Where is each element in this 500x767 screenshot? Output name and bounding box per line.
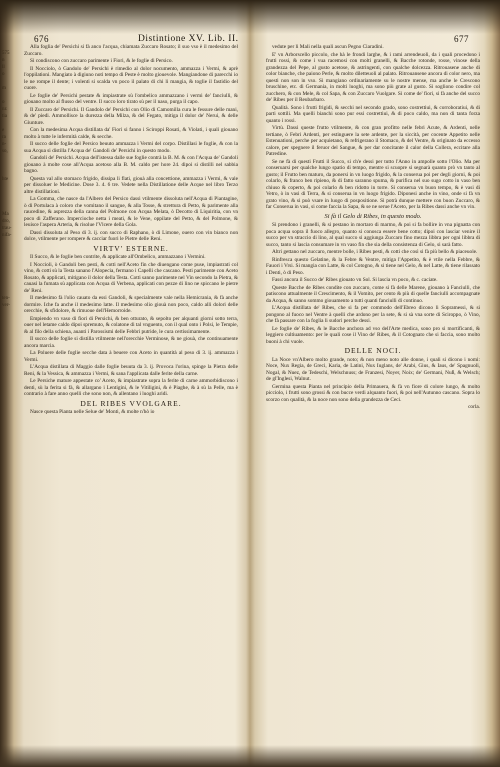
edge-fragment: nz — [2, 107, 7, 112]
left-paragraphs-2 — [24, 254, 238, 398]
paragraph: vedute per li Mali nella quali ascun Pegno Ciaradini. — [272, 44, 384, 50]
paragraph: Le Persiche mature appestate co' Aceto, & impiastrate sopra la ferite di carne ammorbidiscono i denti, sù la ferita si fà, & allargano i Lentigini, & le Vitiligini, & è Piaghe, & à sù la Pelle, ma è contrario à fare anno quelli che sono non, & allentano i luoghi aridi. — [24, 378, 238, 397]
edge-fragment: dro, — [2, 219, 10, 224]
paragraph: Rinfresca questo Gelatine, & la Febre & Ventre, mitiga l'Appetito, & è vtile nella Febbre, & Fauori i Vrsi. Si mangia con Latte, & col Cotogno, & si tiene nel Gelo, & nel Latte, & tiene rilassato i Denti, ò di Peso. — [266, 256, 480, 276]
edge-fragment — [2, 274, 18, 281]
paragraph: Il medesimo fà l'olio cauato da essi Gandoli, & specialmente vale nella Hemicrania, & fà anche dormire. Iche fa anche il medesimo latte. Il medesimo olio giouà non poco, caldo alli dolori delle orecchie, & sfidolore, & rimuoue dell'Hemorroide. — [24, 295, 238, 314]
paragraph: Empiendo vn vaso di fiori di Persichi, & ben otturato, & sepolto per alquanti giorni sotto terra, ouer nel letame caldo dipoi spremuto, & colatone di tal vnguento, con il qual onto i Polsi, le Tempie, & al filo della schiena, auanti i Parossismi delle Febbri putride, le cura certissimamente. — [24, 315, 238, 335]
paragraph: Dassi dissoluta al Peso di 3. ij. con succo di Raphano, ò di Limone, ouero con vin bianco non dolce, vtilmente per rompere & cacciar fuori le Pietre delle Reni. — [24, 229, 238, 242]
paragraph: Gandoli de' Persichi. Acqua dell'istessa dalle sue foglie contrà la B. M. & con l'Acqua de' Gandoli giouano à molte cose all'Acqua acetoso alla B. M. caldo per hore 24. dipoi si distilli nel sabbia bagno. — [24, 155, 238, 174]
paragraph: E' vn Arborscello piccolo, che hà le frondi larghe, & i rami arrendeuoli, da i quali procedono i frutti rossi, & come i vua racemosi con molti granelli, & Bacche rotonde, rosse, vinose della grandezza del Pepe, al gusto acetose, & astringenti, con qualche dolcezza. Ritrouasene anche di color bianche, che paiono Perle, & molto diletteuoli al palato. Ritrouansene ancora di color nero, ma questi non son in vso. Si mangiano ordinariamente su le nostre mense, ma anche le Crescono bruschine, etc. di Germania, in molti luoghi, ma sono più grate al gusto. Si sogliono condire col zucchero, & con Mele, & col Sapa, & con Zuccaro Vuolgare. Si come de' fiori, si fà anche del succo de' Ribes per il Reubarbaro. — [266, 51, 480, 103]
edge-fragment — [2, 92, 18, 99]
paragraph: Si prendono i granelli, & si pestano in mortaro di marmo, & poi si fa bollire in vna pignatta con poca acqua sopra il fuoco allegro, quanto si conosca essere bene cotto; dipoi con lasciar venire il succo per vn straccio di lino, al qual succo si aggiunga Zuccaro fino mezza libbra per ogni libbra di succo, tanto si lascia consumare in vn vaso fin che sia della consistenza di Gelo, si sarà fatto. — [266, 222, 480, 248]
edge-fragment: so, — [2, 149, 8, 154]
paragraph: Il Succo, & le foglie ben contrite, & applicate all'Ombelico, ammazzano i Vermini. — [30, 254, 206, 260]
paragraph: L'Acqua distillata di Maggio dalle foglie beuuta da 3. ij. Provoca l'orina, spinge la Pietra delle Reni, & la Vessica, & ammazza i Vermi, & sana l'applicata dalle ferite della carne. — [24, 364, 238, 377]
edge-fragment: 575 — [2, 51, 10, 56]
edge-fragment — [2, 162, 18, 169]
paragraph: Fassi ancora il Succo de' Ribes giouato vn Sol. Si lascia vn poco, & c. caciate. — [272, 277, 438, 283]
edge-fragment: ten- — [2, 296, 10, 301]
paragraph: Questa val allo stomaco frigido, dissipa li flati, giouà alla concettione, ammazza i Vermi, & vale per dissoluer le Medicine. Dose 3. 4. 6 tre. Vedete nella Distillatione delle Acque nel libro Terzo altre distillationi. — [24, 175, 238, 195]
edge-fragment: o — [2, 72, 5, 77]
edge-fragment: o — [2, 100, 5, 105]
paragraph: Il Nocciolo, ò Gandolo de' Persichi è rimedio al dolor nocumento, ammazza i Vermi, & aprè l'oppilationi. Mangiato à digiuno noti tempo di Peste è molto giouevole. Mangiandone di parecchi io le ne rompe il dente; i volenti si scalda vn poco il palato di chi li mangia, & toglie il fastidio del cuore. — [24, 65, 238, 91]
edge-fragment: ver- — [2, 303, 10, 308]
section-gelo-ribes: Si fà il Gelo di Ribes, in questo modo. — [324, 212, 422, 220]
catchword: corla. — [468, 404, 480, 410]
edge-fragment: n — [2, 58, 5, 63]
edge-fragment: n- — [2, 142, 7, 147]
edge-fragment — [2, 246, 18, 253]
paragraph: Le foglie de' Ribes, & le Bacche anchora ad vso dell'Arte medica, sono pro si mortificanti, & leggiero cultiuamento: per le quali cose il Vino de' Ribes, & il Cotognato che si faccia, sono molto buoni à chi vuole. — [266, 325, 480, 345]
edge-fragment: hte — [2, 177, 9, 182]
paragraph: L'Acqua distillata de' Ribes, che si fa per commodo dell'Ebreo dicono li Sopramessi, & si pongono al fuoco nel Ventre à quelli che ardono per la sete, & si sà vna sorte di Sciroppo, ò Vino, che fà passare con la foglia li sudori perche dessi. — [266, 305, 480, 324]
paragraph: La Poluere delle foglie secche data à beuere con Aceto in quantità al peso di 3. ij. ammazza i Vermi. — [24, 350, 238, 363]
paragraph: Il succo delle foglie si distilla vtilmente nell'orecchie Verminose, & ne giouà, che continuamente ancora marcia. — [24, 336, 238, 349]
edge-fragment: nifa- — [2, 233, 12, 238]
section-ribes-vulgare: DEL RIBES VVOLGARE. — [80, 398, 182, 408]
edge-fragment — [2, 120, 18, 127]
bottom-shadow — [0, 745, 500, 767]
edge-fragment: m — [2, 86, 6, 91]
left-paragraphs — [24, 44, 238, 243]
edge-fragment — [2, 260, 18, 267]
right-column — [266, 44, 480, 412]
right-paragraphs — [266, 44, 480, 211]
edge-fragment: Ma — [2, 212, 9, 217]
paragraph: Queste Bacche de Ribes condite con zuccaro, come si fà delle Marene, giouano à Fanciulli, che patiscono attualmente il Crescimento, & il Vomito, per cento & più di quelle fanciulli accompagnate da Acqua, & sanno sommo giouamento a tutti quanti fanciulli di continuo. — [266, 284, 480, 304]
paragraph: Le foglie de' Persichi pestate & impiastrate sù l'ombelico ammazzano i vermi de' fanciulli, & giouano molto al flusso del ventre. Il succo loro tirato sù per il naso, purga il capo. — [24, 92, 238, 105]
edge-fragment — [2, 183, 18, 190]
paragraph: Qualità. Sono i frutti frigidi, & secchi nel secondo grado, sono costrettiui, & corroboratiui, & di parti sottili. Ma quelli bianchi sono pur essi costrettiui, & di poco caldo, ma non di tanta forza quanto i rossi. — [266, 104, 480, 124]
edge-fragment — [2, 190, 18, 197]
edge-fragment — [2, 78, 18, 85]
edge-fragment — [2, 288, 18, 295]
left-page-number: 676 — [34, 34, 49, 44]
paragraph: Se ne fà di questi Frutti il Succo, si ch'e dessi per tutto l'Anno in ampolle sotto l'Olio. Ma per conseruarsi per qualche lungo spatio di tempo, mentre si scuopre si segnarà quanto prò vn tanto al gusto; il Frutto ben maturo, da ponersi in vn luogo frigido, & la conserua poi per degli giorni, & poi colarlo, & franco ben ripieno, & di fatto saranno spuma, & purifica nel suo sugo cotto in vaso ben chiuso & coperto, & poi colarlo & ben ridotto in torre. Si conserua vn buon tempo, & è vasi di Vetro, ò in vasi di Terra, & si conserua in vn luogo frigido. Diponesi anche in vino, onde si fà vn grato vino, & si può vsare in luogo di pospositione. Si potrà dunque mettere con buon Zuccaro, & far Conserua in vasi, si come faccia la Sapa, & se ne serue l'Aceto, per la Ribes dassi anche vn vin. — [266, 158, 480, 210]
paragraph: Virtù. Dassi queste frutto vtilmente, & con gran profitto nelle febri Acute, & Ardenti, nelle tertiane, ò Febri Ardenti, per estinguere la sete ardente, per la siccità, per cocente Appetito nelle Estenuationi, perche per acquietano, & refrigerano il Stomaco, & del Ventre, & originato da eccesso calore, per spegnere il feruor del Sangue, & per dar concitante il calor della Collera, eccitare alla Patredine. — [266, 125, 480, 157]
paragraph: Il succo delle foglie del Persico beuuto ammazza i Vermi del corpo. Distillasi le foglie, & con la sua Acqua si distilla l'Acqua de' Gandoli de' Persichi in questo modo. — [24, 141, 238, 154]
paragraph: Alla foglia de' Persichi si fà anco l'acqua, chiamata Zuccaro Rosato; il suo vso è il medesimo del Zuccaro. — [24, 44, 238, 57]
edge-fragment — [2, 197, 18, 204]
edge-fragment: tia — [2, 114, 7, 119]
edge-fragment — [2, 204, 18, 211]
left-page-edge — [2, 50, 18, 309]
top-shadow — [0, 0, 500, 34]
edge-fragment: ra — [2, 135, 6, 140]
paragraph: Il Zuccaro de' Persichi. Il Gandolo de' Persichi con Olio di Camomilla cura le fessure delle mani, & de' piedi. Ammollisce la durezza della Milza, & del Fegato, mitiga il dolor de' Nerui, & delle Giunture. — [24, 106, 238, 126]
right-page-number: 677 — [454, 34, 469, 44]
left-last-line: Nasce questa Pianta nelle Selue de' Monti, & molte n'hò io — [30, 409, 155, 415]
paragraph: La Gomma, che nasce da l'Albero del Persico dassi vtilmente dissoluta nell'Acqua di Piantagine, ò di Portulaca à coloro che vomitano il sangue, & alla Tosse, & strettura di Petto, & parimente alla raucedine, & asprezza della canna del Polmone con Acqua Melata, ò Decotto di Liquiritia, con vn poco di Zafferano. Impercioche netta i meati, & le Vene, oppilate del Petto, & del Polmone, & leuisce l'aspera Arteria, & risolue l'Vlcere della Gola. — [24, 196, 238, 228]
section-noci: DELLE NOCI. — [344, 346, 402, 355]
right-paragraphs-2 — [266, 222, 480, 345]
paragraph: Altri gettano nel zuccaro, mentre bolle, i Ribes pesti, & cotti che così si fà più bello & piaceuole. — [272, 249, 478, 255]
paragraph: La Noce vn'Albero molto grande, noto; & non meno noto alle donne, i quali si dicono i nomi: Noce, Nux Regia, de Greci, Karia, de Latini, Nux Iuglans, de' Arabi, Gius, & Iaus, de' Spagnuoli, Nogal, & Nuez, de Tedeschi, Welschnuss; de Franzesi, Noyer, Noix; de' Germani, Nuß, & Welsch; de gl'Inglesi, Walnut. — [266, 356, 480, 382]
edge-fragment — [2, 155, 18, 162]
section-virtu-esterne: VIRTV' ESTERNE. — [93, 243, 169, 253]
right-paragraphs-3 — [266, 357, 480, 404]
edge-fragment: ll — [2, 65, 5, 70]
paragraph: I Noccioli, ò Gandoli ben pesti, & cotti nell'Aceto fin che diuengano come puse, impiastrati col vino, & cotti sù la Testa sanano l'Alopecia, fermano i Capelli che cascano. Pesti parimente con Aceto Rosato, & applicati, mitigano il dolor della Testa. Cotti sanno parimente nel Vin secondo la Pietra, & cauasi la fumata sù applicata con Acqua di Verbena, applicati con pezze di lino ne spiccano le pietre de' Reni. — [24, 261, 238, 294]
edge-fragment — [2, 169, 18, 176]
edge-fragment: e — [2, 128, 5, 133]
edge-fragment — [2, 281, 18, 288]
paragraph: Con la medesima Acqua distillata da' Fiori si fanno i Sciroppi Rosati, & Violati, i quali giouano molto à tutte le infermità calde, & secche. — [24, 127, 238, 140]
edge-fragment — [2, 253, 18, 260]
edge-fragment: trau- — [2, 226, 12, 231]
page-title: Distintione XV. Lib. II. — [138, 34, 239, 44]
edge-fragment — [2, 239, 18, 246]
edge-fragment — [2, 267, 18, 274]
paragraph: Germina questa Pianta nel principio della Primauera, & fà vn fiore di colore lungo, & molto picciolo, i frutti sono grossi & con bucce verdi alquanto fuori, & poi nell'Autunno cascano. Sopra lo scorzo con qualità, & la noce non sono della grandezza de Ceci. — [266, 383, 480, 403]
left-column — [24, 44, 238, 417]
paragraph: Si condiscono con zuccaro parimente i Fiori, & le foglie di Persico. — [30, 58, 173, 64]
